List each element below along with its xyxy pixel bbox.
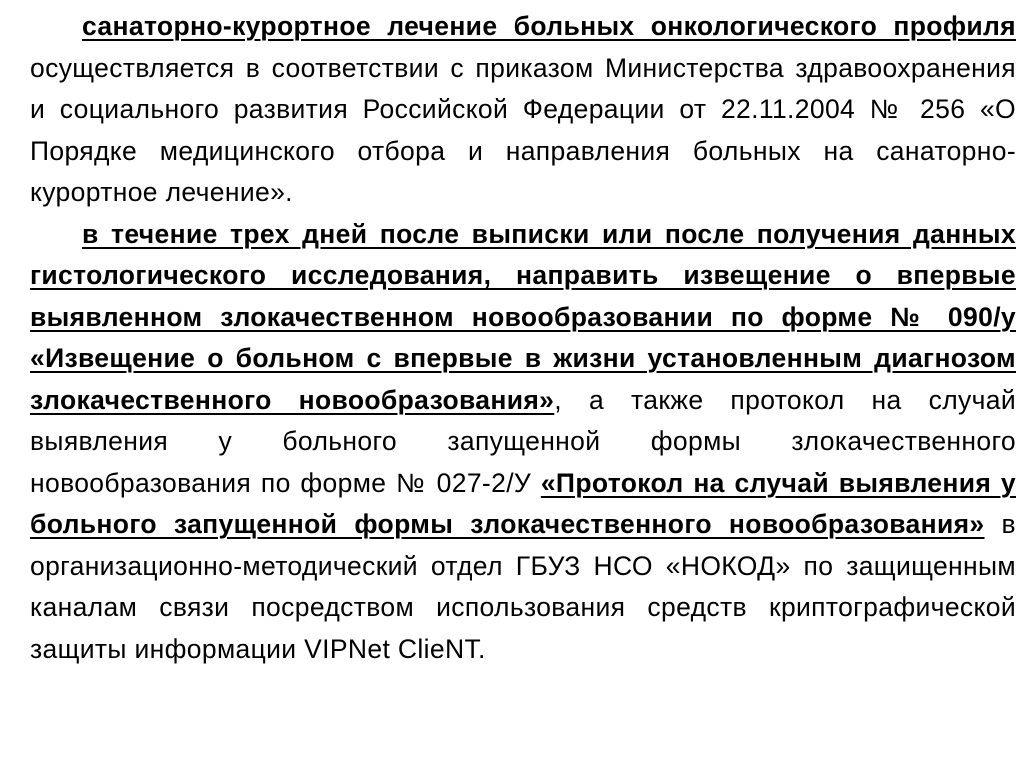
slide-text-body xyxy=(30,6,1016,670)
emphasis-notification-form-090: в течение трех дней после выписки или после получения данных гистологического исследования, направить извещение о впервые выявленном злокачественном новообразовании по форме № 090/у «Извещение о больном с впервые в жизни установленным диагнозом злокачественного новообразования» xyxy=(30,218,1016,415)
text-channel-delivery: в организационно-методический отдел ГБУЗ НСО «НОКОД» по защищенным каналам связи посредством использования средств криптографической защиты информации VIPNet ClieNT. xyxy=(30,509,1016,664)
text-protocol-form-027: , а также протокол на случай выявления у больного запущенной формы злокачественного новообразования по форме № 027-2/У xyxy=(30,384,1016,498)
text-sanatorium-order: осуществляется в соответствии с приказом Министерства здравоохранения и социального развития Российской Федерации от 22.11.2004 № 256 «О Порядке медицинского отбора и направления больных на санаторно-курортное лечение». xyxy=(30,52,1016,207)
paragraph-notification-procedure xyxy=(30,214,1016,671)
paragraph-sanatorium-treatment xyxy=(30,6,1016,214)
emphasis-sanatorium-treatment: санаторно-курортное лечение больных онкологического профиля xyxy=(82,11,1016,41)
emphasis-protocol-title: «Протокол на случай выявления у больного запущенной формы злокачественного новообразования» xyxy=(30,467,1017,539)
